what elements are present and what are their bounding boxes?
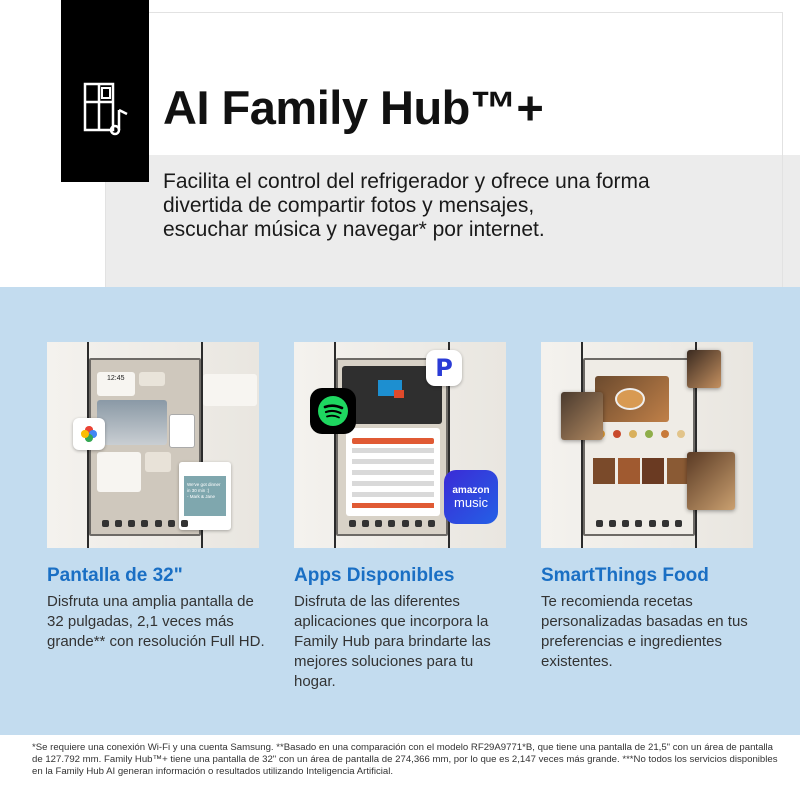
desc-line: existentes. xyxy=(541,653,613,670)
photo-widget xyxy=(97,400,167,445)
logo-box xyxy=(61,0,149,182)
list-row xyxy=(352,481,434,486)
widget-small xyxy=(139,372,165,386)
note-card xyxy=(184,476,226,516)
desc-line: Family Hub para brindarte las xyxy=(294,633,491,650)
food-photo xyxy=(687,350,721,388)
list-row-active xyxy=(352,438,434,444)
fridge-screen xyxy=(89,358,221,536)
list-row xyxy=(352,470,434,475)
amazon-text: amazon xyxy=(452,484,490,496)
footnote-line: *Se requiere una conexión Wi-Fi y una cuenta Samsung. **Basado en una comparación con el modelo RF29A9771*B, que tiene una pantalla de 21,5" con un área de pantalla xyxy=(32,742,774,753)
feature-title-display: Pantalla de 32" xyxy=(47,565,183,586)
plate xyxy=(615,388,645,410)
spotify-icon xyxy=(310,388,356,434)
desc-line: aplicaciones que incorpora la xyxy=(294,613,489,630)
clock-widget xyxy=(97,372,135,396)
feature-desc-food xyxy=(541,592,761,672)
page-title: AI Family Hub™+ xyxy=(163,81,544,134)
recipe-grid xyxy=(593,458,689,488)
page-subtitle xyxy=(163,170,763,242)
note-line: - Mark & Jane xyxy=(187,494,216,499)
food-photo xyxy=(687,452,735,510)
feature-image-food xyxy=(541,342,753,548)
feature-title-apps: Apps Disponibles xyxy=(294,565,455,586)
list-row xyxy=(352,459,434,464)
footnote-line: en la Family Hub AI generan información o resultados utilizando Inteligencia Artificial. xyxy=(32,766,394,777)
pandora-icon xyxy=(426,350,462,386)
list-row xyxy=(352,492,434,497)
video-thumb xyxy=(394,390,404,398)
feature-image-display xyxy=(47,342,259,548)
app-dock xyxy=(346,518,438,528)
header-frame xyxy=(105,12,783,288)
calendar-widget xyxy=(97,452,141,492)
feature-desc-display xyxy=(47,592,267,652)
note-line: We've got dinner xyxy=(187,482,221,487)
desc-line: hogar. xyxy=(294,673,336,690)
widget-small xyxy=(145,452,171,472)
calendar-popout xyxy=(203,374,257,406)
amazon-music-icon xyxy=(444,470,498,524)
subtitle-line: escuchar música y navegar* por internet. xyxy=(163,218,545,241)
list-row xyxy=(352,448,434,453)
desc-line: grande** con resolución Full HD. xyxy=(47,633,265,650)
subtitle-line: Facilita el control del refrigerador y ofrece una forma xyxy=(163,170,650,193)
feature-desc-apps xyxy=(294,592,514,692)
google-photos-icon xyxy=(73,418,105,450)
recipe-hero-photo xyxy=(595,376,669,422)
subtitle-line: divertida de compartir fotos y mensajes, xyxy=(163,194,535,217)
desc-line: preferencias e ingredientes xyxy=(541,633,722,650)
food-photo xyxy=(561,392,603,440)
desc-line: Disfruta una amplia pantalla de xyxy=(47,593,254,610)
desc-line: 32 pulgadas, 2,1 veces más xyxy=(47,613,234,630)
desc-line: Disfruta de las diferentes xyxy=(294,593,460,610)
desc-line: mejores soluciones para tu xyxy=(294,653,474,670)
footnote-line: de 127.792 mm. Family Hub™+ tiene una pantalla de 32" con un área de pantalla de 274,366 mm, por lo que es 2,147 veces más grande. ***No todos los servicios disponibles xyxy=(32,754,778,765)
note-line: in 30 min :) xyxy=(187,488,210,493)
list-row-active xyxy=(352,503,434,508)
music-text: music xyxy=(454,494,488,510)
ingredient-row xyxy=(593,430,689,440)
desc-line: Te recomienda recetas xyxy=(541,593,693,610)
app-dock xyxy=(593,518,685,528)
photo-frame-widget xyxy=(169,414,195,448)
feature-image-apps xyxy=(294,342,506,548)
fridge-screen xyxy=(583,358,695,536)
clock-text: 12:45 xyxy=(107,375,125,382)
footnote xyxy=(32,742,777,778)
desc-line: personalizadas basadas en tus xyxy=(541,613,748,630)
pandora-letter: P xyxy=(435,354,453,382)
fridge-music-icon xyxy=(83,80,129,140)
feature-title-food: SmartThings Food xyxy=(541,565,709,586)
app-list xyxy=(346,428,440,516)
app-dock xyxy=(99,518,191,528)
